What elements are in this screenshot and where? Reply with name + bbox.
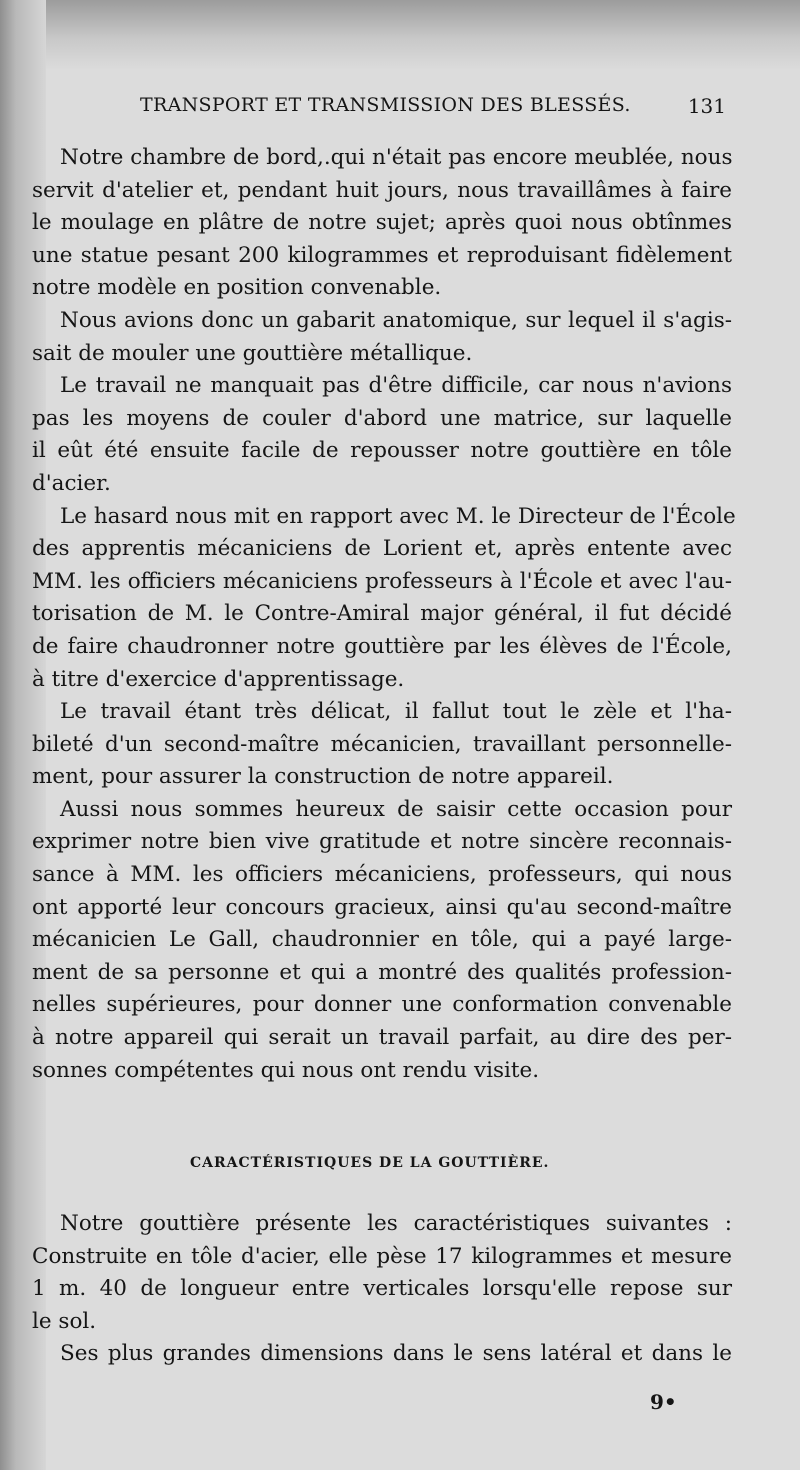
text-line: 1 m. 40 de longueur entre verticales lorsqu'elle repose sur <box>32 1276 732 1302</box>
text-line: le sol. <box>32 1308 97 1334</box>
running-title: TRANSPORT ET TRANSMISSION DES BLESSÉS. <box>140 94 631 116</box>
text-line: Notre gouttière présente les caractéristiques suivantes : <box>60 1211 732 1236</box>
section-heading: CARACTÉRISTIQUES DE LA GOUTTIÈRE. <box>190 1155 550 1171</box>
text-line: d'acier. <box>32 470 111 496</box>
signature-mark: 9• <box>650 1390 677 1414</box>
section-body-text <box>32 1208 732 1371</box>
text-line: à titre d'exercice d'apprentissage. <box>32 666 405 692</box>
text-line: Ses plus grandes dimensions dans le sens latéral et dans le <box>60 1341 732 1367</box>
text-line: notre modèle en position convenable. <box>32 275 442 301</box>
text-line: bileté d'un second-maître mécanicien, travaillant personnelle- <box>32 731 732 757</box>
text-line: MM. les officiers mécaniciens professeurs à l'École et avec l'au- <box>32 568 732 594</box>
body-text <box>32 142 736 1087</box>
text-line: des apprentis mécaniciens de Lorient et, après entente avec <box>32 536 732 562</box>
text-line: le moulage en plâtre de notre sujet; après quoi nous obtînmes <box>32 210 732 236</box>
text-line: Notre chambre de bord,.qui n'était pas encore meublée, nous <box>60 145 733 170</box>
text-line: ment de sa personne et qui a montré des qualités profession- <box>32 959 732 985</box>
text-line: à notre appareil qui serait un travail parfait, au dire des per- <box>32 1025 732 1051</box>
text-line: Aussi nous sommes heureux de saisir cette occasion pour <box>60 796 732 822</box>
text-line: Le hasard nous mit en rapport avec M. le Directeur de l'École <box>60 503 736 529</box>
text-line: mécanicien Le Gall, chaudronnier en tôle, qui a payé large- <box>32 927 732 953</box>
text-line: sait de mouler une gouttière métallique. <box>32 340 473 366</box>
text-line: exprimer notre bien vive gratitude et notre sincère reconnais- <box>32 829 732 855</box>
text-line: sance à MM. les officiers mécaniciens, professeurs, qui nous <box>32 862 732 888</box>
text-line: sonnes compétentes qui nous ont rendu visite. <box>32 1057 540 1083</box>
text-line: Le travail étant très délicat, il fallut tout le zèle et l'ha- <box>60 699 732 725</box>
text-line: torisation de M. le Contre-Amiral major général, il fut décidé <box>32 601 732 627</box>
text-line: une statue pesant 200 kilogrammes et reproduisant fidèlement <box>32 242 732 268</box>
text-line: pas les moyens de couler d'abord une matrice, sur laquelle <box>32 405 732 431</box>
text-line: il eût été ensuite facile de repousser notre gouttière en tôle <box>32 438 732 464</box>
running-head <box>60 94 728 124</box>
text-line: ment, pour assurer la construction de notre appareil. <box>32 764 614 790</box>
text-line: nelles supérieures, pour donner une conformation convenable <box>32 992 732 1018</box>
text-line: servit d'atelier et, pendant huit jours, nous travaillâmes à faire <box>32 177 732 203</box>
text-line: de faire chaudronner notre gouttière par les élèves de l'École, <box>32 633 732 659</box>
text-line: ont apporté leur concours gracieux, ainsi qu'au second-maître <box>32 894 732 920</box>
text-line: Le travail ne manquait pas d'être difficile, car nous n'avions <box>60 373 732 399</box>
page-number: 131 <box>687 94 726 118</box>
text-line: Nous avions donc un gabarit anatomique, sur lequel il s'agis- <box>60 307 732 333</box>
text-line: Construite en tôle d'acier, elle pèse 17 kilogrammes et mesure <box>32 1243 732 1269</box>
